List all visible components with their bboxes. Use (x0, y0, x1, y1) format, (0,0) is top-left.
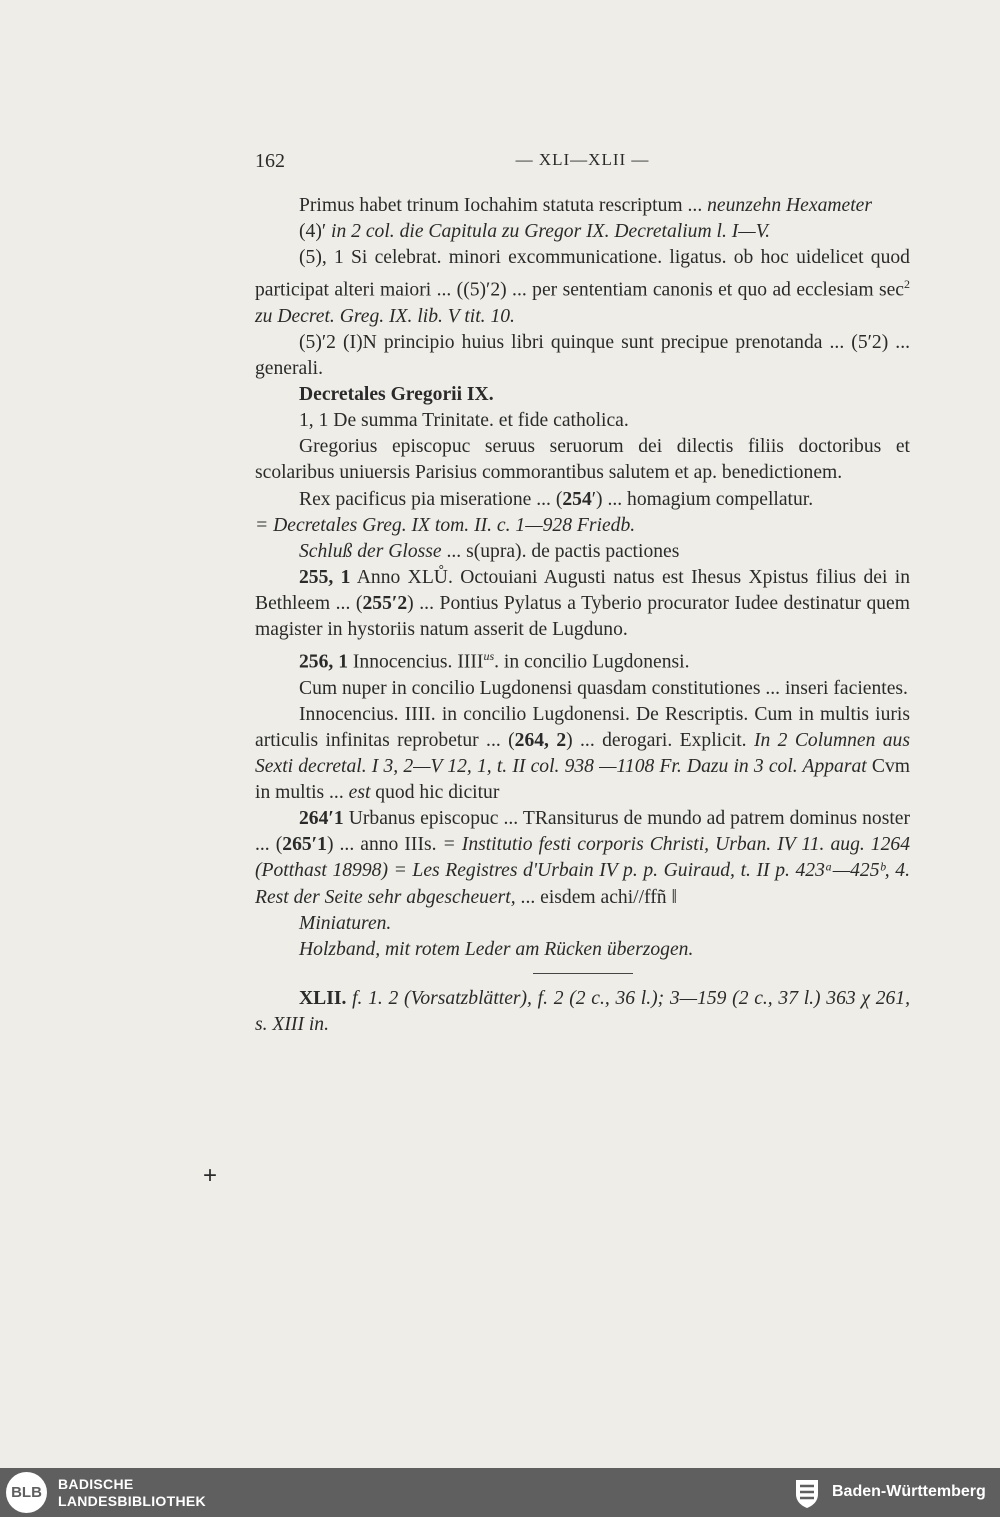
state-name[interactable]: Baden-Württemberg (832, 1483, 986, 1500)
paragraph (255, 986, 910, 1038)
footer-bar (0, 1468, 1000, 1517)
paragraph (255, 487, 910, 513)
text-span: Primus habet trinum Iochahim statuta rescriptum ... (299, 195, 708, 216)
paragraph (255, 806, 910, 910)
paragraph (255, 219, 910, 245)
folio-ref: (5)′2 (299, 332, 336, 353)
folio-ref: 264′1 (299, 808, 344, 830)
text-span: . in concilio Lugdonensi. (494, 651, 690, 673)
text-span: f. 1. 2 (Vorsatzblätter), f. 2 (2 c., 36 l.); 3—159 (2 c., 37 l.) 363 χ 261, s. XIII in. (255, 987, 910, 1035)
paragraph: Miniaturen. (299, 912, 392, 934)
text-span: Si celebrat. minori excommunicatione. ligatus. ob hoc uidelicet quod participat alteri maiori ... ((5)′2) ... per sententiam canonis et quo ad ecclesiam sec (255, 247, 910, 301)
paragraph (255, 193, 910, 219)
folio-ref: (5), 1 (299, 247, 344, 269)
divider (533, 973, 633, 974)
paragraph: Gregorius episcopuc seruus seruorum dei dilectis filiis doctoribus et scolaribus uniuersis Parisius commorantibus salutem et ap. benedictionem. (255, 436, 910, 484)
paragraph (255, 330, 910, 382)
text-span: est (348, 782, 371, 804)
text-span: In 2 Columnen aus Sexti decretal. I 3, 2—V 12, 1, t. II col. 938 —1108 Fr. Dazu in 3 col. Apparat (255, 729, 910, 778)
text-span: ... s(upra). de pactis pactiones (441, 540, 680, 562)
folio-ref: 256, 1 (299, 651, 348, 673)
paragraph: Holzband, mit rotem Leder am Rücken überzogen. (299, 938, 694, 960)
running-head: — XLI—XLII — (515, 150, 650, 169)
text-span: = Institutio festi corporis Christi, Urban. IV 11. aug. 1264 (Potthast 18998) = Les Registres d'Urbain IV p. p. Guiraud, t. II p. 423ᵃ—425ᵇ, 4. Rest der Seite sehr abgescheuert, (255, 834, 910, 908)
folio-ref: 265′1 (282, 834, 327, 856)
text-span: quod hic dicitur (370, 782, 500, 804)
text-span: Schluß der Glosse (299, 540, 442, 562)
paragraph (255, 245, 910, 330)
text-span: Anno XLŮ. Octouiani Augusti natus est Ihesus Χpistus filius dei in Bethleem ... ( (255, 566, 910, 614)
library-name[interactable] (58, 1476, 206, 1510)
text-span: ′) ... homagium compellatur. (591, 488, 814, 510)
section-heading: Decretales Gregorii IX. (299, 384, 494, 406)
folio-ref: 255, 1 (299, 566, 351, 588)
folio-ref: 264, 2 (514, 729, 567, 751)
superscript: us (483, 649, 495, 664)
paragraph (255, 565, 910, 643)
folio-ref: 254 (562, 488, 592, 510)
paragraph (255, 408, 910, 434)
text-span: Urbanus episcopuc ... TRansiturus de mundo ad patrem dominus noster ... ( (255, 808, 910, 856)
library-name-line: BADISCHE (58, 1476, 134, 1492)
bw-crest-icon (790, 1476, 824, 1510)
text-span: zu Decret. Greg. IX. lib. V tit. 10. (255, 305, 515, 327)
text-span: De summa Trinitate. et fide catholica. (328, 410, 629, 432)
paragraph: Cum nuper in concilio Lugdonensi quasdam constitutiones ... inseri facientes. (299, 677, 908, 699)
paragraph (255, 539, 910, 565)
text-span: ... eisdem achi//ffñ ‖ (515, 886, 677, 908)
text-span: Cvm in multis ... (255, 756, 910, 804)
paragraph: = Decretales Greg. IX tom. II. c. 1—928 Friedb. (255, 514, 636, 536)
text-span: ) ... Pontius Pylatus a Tyberio procurator Iudee destinatur quem magister in hystoriis natum asserit de Lugduno. (255, 592, 910, 641)
plus-mark: + (203, 1162, 218, 1189)
text-span: (I)N principio huius libri quinque sunt precipue prenotanda ... (5′2) ... generali. (255, 332, 910, 380)
page-header (255, 150, 910, 178)
superscript: 2 (904, 277, 910, 292)
paragraph (255, 643, 910, 676)
blb-logo-icon[interactable]: BLB (6, 1472, 47, 1513)
text-span: in 2 col. die Capitula zu Gregor IX. Decretalium l. I—V. (331, 221, 771, 243)
text-span: (4)′ (299, 221, 332, 243)
text-span: neunzehn Hexameter (707, 195, 872, 216)
page-number: 162 (255, 150, 285, 172)
paragraph (255, 702, 910, 806)
library-name-line: LANDESBIBLIOTHEK (58, 1493, 206, 1509)
text-span: ) ... anno IIIs. (326, 834, 443, 856)
manuscript-id: XLII. (299, 987, 347, 1009)
text-span: Rex pacificus pia miseratione ... ( (299, 488, 563, 510)
folio-ref: 1, 1 (299, 410, 329, 432)
body-text (255, 193, 910, 1038)
text-span: Innocencius. IIII (347, 651, 484, 673)
folio-ref: 255′2 (362, 592, 408, 614)
text-span: Innocencius. IIII. in concilio Lugdonensi. De Rescriptis. Cum in multis iuris articulis infinitas reprobetur ... ( (255, 703, 910, 751)
text-span: ) ... derogari. Explicit. (566, 729, 754, 751)
